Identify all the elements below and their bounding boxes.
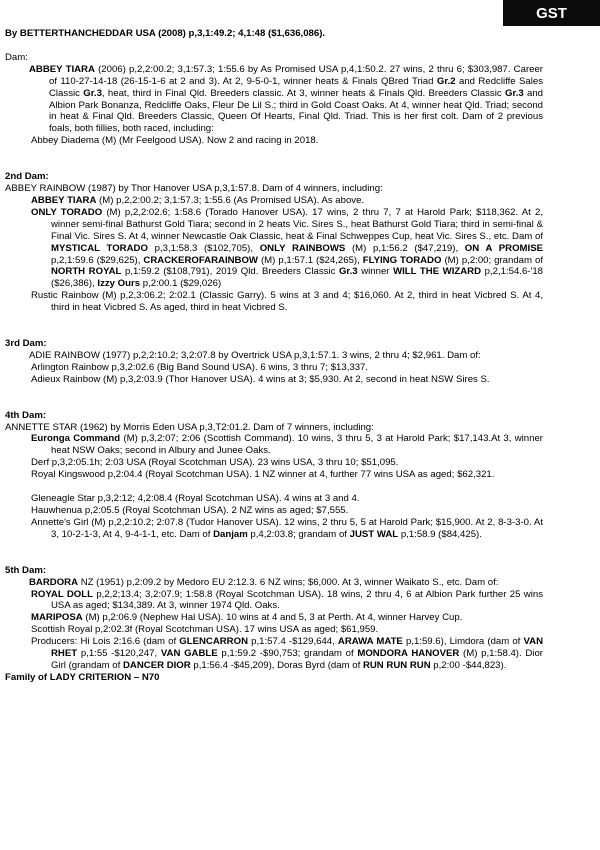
horse-text: (M) p,1:56.2 ($47,219), <box>345 242 465 254</box>
horse-text: NZ (1951) p,2:09.2 by Medoro EU 2:12.3. 6 NZ wins; $6,000. At 3, winner Waikato S., etc. Dam of: <box>78 576 499 588</box>
horse-name: Danjam <box>213 528 248 540</box>
horse-name: VAN GABLE <box>160 648 218 660</box>
horse-name: BARDORA <box>29 576 79 588</box>
dam-foal: Abbey Diadema (M) (Mr Feelgood USA). Now 2 and racing in 2018. <box>31 135 319 147</box>
horse-name: ROYAL DOLL <box>31 588 93 600</box>
dam-name: ABBEY TIARA <box>29 63 95 75</box>
horse-text: p,1:59.2 ($108,791), 2019 Qld. Breeders Classic <box>121 266 339 278</box>
list-item <box>5 207 543 290</box>
fifth-dam-heading: 5th Dam: <box>5 564 47 576</box>
horse-text: p,4,2:03.8; grandam of <box>247 528 350 540</box>
second-dam-section <box>5 171 543 314</box>
list-item <box>5 195 543 207</box>
horse-name: Izzy Ours <box>97 278 141 290</box>
fourth-dam-section <box>5 410 543 541</box>
horse-name: ARAWA MATE <box>337 636 403 648</box>
fifth-dam-intro <box>5 577 543 589</box>
horse-text: p,1:59.6), Limdora (dam of <box>402 636 524 648</box>
dam-text: (2006) p,2,2:00.2; 3,1:57.3; 1:55.6 by As Promised USA p,4,1:50.2. 27 wins, 2 thru 6; $303,987. Career of 110-27-14-18 (26-15-1-6 at 2 and 3). At 2, 9-5-0-1, winner heats & Finals QBred Triad <box>49 63 543 87</box>
horse-text: p,2:00 -$44,823). <box>430 659 507 671</box>
horse-text: p,2,1:59.6 ($29,625), <box>51 254 144 266</box>
horse-name: MONDORA HANOVER <box>357 648 460 660</box>
horse-text: p,1:56.4 -$45,209), Doras Byrd (dam of <box>190 659 363 671</box>
horse-name: ABBEY TIARA <box>31 194 97 206</box>
grade-label: Gr.2 <box>436 75 456 87</box>
horse-name: FLYING TORADO <box>362 254 442 266</box>
horse-text: (M) p,1:57.1 ($24,265), <box>258 254 363 266</box>
second-dam-heading: 2nd Dam: <box>5 171 49 183</box>
list-item <box>5 589 543 613</box>
list-item: Rustic Rainbow (M) p,2,3:06.2; 2:02.1 (Classic Garry). 5 wins at 3 and 4; $16,060. At 2, third in heat Vicbred S. At 4, third in heat Vicbred S. As aged, third in heat Vicbred S. <box>31 290 543 314</box>
horse-text: Producers: Hi Lois 2:16.6 (dam of <box>31 636 180 648</box>
dam-entry <box>5 64 543 135</box>
horse-name: DANCER DIOR <box>122 659 191 671</box>
producers-item <box>5 636 543 672</box>
horse-text: p,1:58.9 ($84,425). <box>398 528 482 540</box>
list-item: Gleneagle Star p,3,2:12; 4,2:08.4 (Royal Scotchman USA). 4 wins at 3 and 4. <box>31 493 360 505</box>
list-item: Hauwhenua p,2:05.5 (Royal Scotchman USA). 2 NZ wins as aged; $7,555. <box>31 505 349 516</box>
fifth-dam-section <box>5 565 543 672</box>
list-item: Scottish Royal p,2:02.3f (Royal Scotchman USA). 17 wins USA as aged; $61,959. <box>31 624 379 636</box>
horse-name: GLENCARRON <box>179 636 249 648</box>
horse-name: Euronga Command <box>31 433 121 445</box>
horse-name: ON A PROMISE <box>464 242 544 254</box>
family-footer: Family of LADY CRITERION – N70 <box>5 671 160 683</box>
horse-text: (M) p,2,2:02.6; 1:58.6 (Torado Hanover USA). 17 wins, 2 thru 7, 7 at Harold Park; $118,362. At 2, winner semi-final Bathurst Gold Tiara; second in 2 heats Vic. Sires S., heat Bathurst Gold Tiara; third in semi-final & Final Vic. Sires S. At 4, winner Newcastle Oak Classic, heat & Final Schweppes Cup, heat Vic. Sires S., etc. Dam of <box>51 206 543 242</box>
horse-text: p,2,2;13.4; 3,2:07.9; 1:58.8 (Royal Scotchman USA). 18 wins, 2 thru 4, 6 at Albion Park further 25 wins USA as aged; $134,389. At 3, winner 1974 Qld. Oaks. <box>51 588 543 612</box>
horse-text: winner <box>357 266 394 278</box>
horse-text: p,2,1:54.6-'18 ($26,386), <box>51 266 543 290</box>
horse-name: CRACKEROFARAINBOW <box>143 254 258 266</box>
list-item: Royal Kingswood p,2:04.4 (Royal Scotchman USA). 1 NZ winner at 4, further 77 wins USA as aged; $62,321. <box>31 469 495 481</box>
grade-label: Gr.3 <box>504 87 524 99</box>
horse-text: (M) p,3,2:07; 2:06 (Scottish Command). 10 wins, 3 thru 5, 3 at Harold Park; $17,143.At 3, winner heat NSW Oaks; second in Albury and Junee Oaks. <box>51 433 543 457</box>
third-dam-section <box>5 338 543 386</box>
horse-text: p,1:59.2 -$90,753; grandam of <box>217 648 358 660</box>
horse-text: p,2:00.1 ($29,026) <box>140 278 222 290</box>
grade-label: Gr.3 <box>83 87 102 99</box>
dam-text: , heat, third in Final Qld. Breeders classic. At 3, winner heats & Finals Qld. Breeders Classic <box>101 87 505 99</box>
dam-text: and Redcliffe Sales Classic <box>49 75 544 99</box>
list-item <box>5 433 543 457</box>
list-item <box>5 612 543 624</box>
horse-text: Annette's Girl (M) p,2,2:10.2; 2:07.8 (Tudor Hanover USA). 12 wins, 2 thru 5, 5 at Harold Park; $15,900. At 2, 8-3-3-0. At 3, 10-2-1-3, At 4, 9-4-1-1, etc. Dam of <box>31 516 543 540</box>
horse-name: ONLY TORADO <box>31 206 103 218</box>
horse-text: (M) p,2:06.9 (Nephew Hal USA). 10 wins at 4 and 5, 3 at Perth. At 4, winner Harvey Cup. <box>82 612 463 624</box>
pedigree-document <box>5 28 543 684</box>
horse-text: p,3,1:58.3 ($102,705), <box>147 242 260 254</box>
list-item <box>5 517 543 541</box>
third-dam-heading: 3rd Dam: <box>5 338 47 350</box>
dam-text: and Albion Park Bonanza, Redcliffe Oaks, Fleur De Lil S.; third in Gold Coast Oaks. At 4, winner heat Qld. Triad; second in heat & Final Qld. Breeders Classic, Queen Of Hearts, Final Qld. Triad. This is her first colt. Dam of 2 previous foals, both fillies, both raced, including: <box>49 87 543 135</box>
horse-text: (M) p,1:58.4). Dior Girl (grandam of <box>51 648 543 671</box>
fourth-dam-heading: 4th Dam: <box>5 409 47 421</box>
horse-text: p,1:55 -$120,247, <box>77 648 161 660</box>
horse-name: NORTH ROYAL <box>51 266 122 278</box>
horse-name: ONLY RAINBOWS <box>259 242 346 254</box>
fourth-dam-intro: ANNETTE STAR (1962) by Morris Eden USA p,3,T2:01.2. Dam of 7 winners, including: <box>5 421 374 433</box>
third-dam-intro: ADIE RAINBOW (1977) p,2,2:10.2; 3,2:07.8 by Overtrick USA p,3,1:57.1. 3 wins, 2 thru 4; $2,961. Dam of: <box>29 349 481 361</box>
horse-text: (M) p,2,2:00.2; 3,1:57.3; 1:55.6 (As Promised USA). As above. <box>96 194 365 206</box>
dam-heading: Dam: <box>5 51 28 63</box>
dam-section <box>5 52 543 147</box>
list-item: Derf p,3,2:05.1h; 2:03 USA (Royal Scotchman USA). 23 wins USA, 3 thru 10; $51,095. <box>31 457 399 469</box>
horse-name: RUN RUN RUN <box>362 659 431 671</box>
horse-name: VAN RHET <box>51 636 543 660</box>
horse-name: WILL THE WIZARD <box>393 266 482 278</box>
second-dam-intro: ABBEY RAINBOW (1987) by Thor Hanover USA p,3,1:57.8. Dam of 4 winners, including: <box>5 183 383 195</box>
list-item: Arlington Rainbow p,3,2:02.6 (Big Band Sound USA). 6 wins, 3 thru 7; $13,337. <box>31 361 369 373</box>
sire-line: By BETTERTHANCHEDDAR USA (2008) p,3,1:49.2; 4,1:48 ($1,636,086). <box>5 28 326 39</box>
horse-name: MYSTICAL TORADO <box>51 242 148 254</box>
list-item: Adieux Rainbow (M) p,3,2:03.9 (Thor Hanover USA). 4 wins at 3; $5,930. At 2, second in heat NSW Sires S. <box>31 373 490 385</box>
horse-name: MARIPOSA <box>31 612 83 624</box>
grade-label: Gr.3 <box>338 266 358 278</box>
gst-badge: GST <box>503 0 600 26</box>
horse-text: (M) p,2:00; grandam of <box>441 254 544 266</box>
horse-name: JUST WAL <box>349 528 399 540</box>
horse-text: p,1:57.4 -$129,644, <box>248 636 338 648</box>
